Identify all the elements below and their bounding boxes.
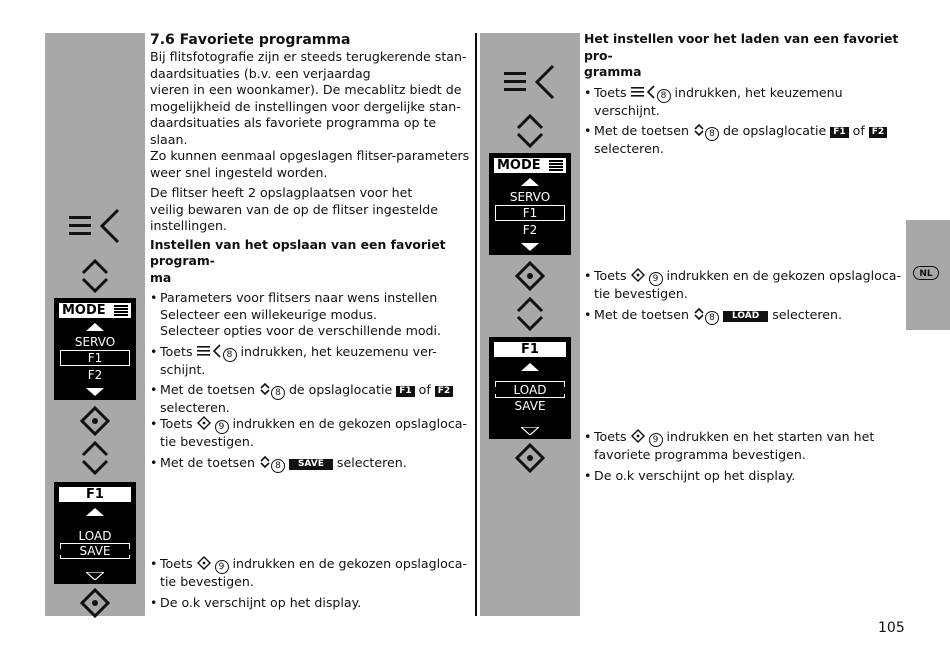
triangle-down-icon bbox=[86, 388, 104, 396]
right-text-column-bottom bbox=[584, 429, 902, 484]
key-8-badge: 8 bbox=[705, 311, 719, 325]
triangle-down-icon bbox=[521, 427, 539, 435]
bullet: • bbox=[150, 454, 158, 470]
list-item: • De o.k verschijnt op het display. bbox=[584, 467, 796, 483]
bullet: • bbox=[150, 343, 158, 359]
key-8-badge: 8 bbox=[223, 348, 237, 362]
triangle-up-icon bbox=[86, 323, 104, 331]
bullet: • bbox=[584, 429, 592, 444]
right-heading: gramma bbox=[584, 64, 642, 79]
bullet: • bbox=[150, 382, 158, 397]
select-diamond-icon bbox=[80, 406, 110, 436]
triangle-down-icon bbox=[86, 572, 104, 580]
up-down-icon bbox=[515, 296, 545, 332]
up-down-icon bbox=[259, 382, 271, 396]
select-diamond-icon bbox=[631, 268, 645, 282]
f2-pill: F2 bbox=[435, 386, 453, 397]
select-diamond-icon bbox=[515, 443, 545, 473]
list-item: • De o.k verschijnt op het display. bbox=[150, 594, 362, 610]
bullet: • bbox=[584, 268, 592, 283]
f2-pill: F2 bbox=[869, 127, 887, 138]
list-item: • Toets 9 indrukken en de gekozen opslagloca- tie bevestigen. bbox=[584, 268, 902, 301]
up-down-icon bbox=[259, 455, 271, 469]
list-item: • Toets 9 indrukken en het starten van het favoriete programma bevestigen. bbox=[584, 429, 875, 462]
right-text-column-middle bbox=[584, 268, 902, 325]
up-down-icon bbox=[515, 113, 545, 149]
intro-line: mogelijkheid de instellingen voor dergelijke stan- bbox=[150, 98, 461, 114]
menu-back-icon bbox=[197, 344, 223, 358]
lcd-mode-header: MODE bbox=[59, 303, 131, 318]
column-divider bbox=[475, 33, 477, 616]
intro-line: Bij flitsfotografie zijn er steeds terugkerende stan- bbox=[150, 49, 467, 64]
intro-line: vieren in een woonkamer). De mecablitz biedt de bbox=[150, 82, 462, 97]
lcd-item-f2: F2 bbox=[522, 223, 538, 237]
lcd-mode-screen bbox=[489, 153, 571, 255]
subheading: Instellen van het opslaan van een favoriet program- bbox=[150, 236, 446, 268]
list-item: • Met de toetsen 8 de opslaglocatie F1 of F2 selecteren. bbox=[584, 123, 902, 158]
right-heading: Het instellen voor het laden van een favoriet pro- bbox=[584, 31, 899, 63]
intro-line: daardsituaties als favoriete programma op te slaan. bbox=[150, 115, 437, 147]
up-down-icon bbox=[80, 258, 110, 294]
lcd-item-servo: SERVO bbox=[509, 190, 551, 204]
up-down-icon bbox=[693, 123, 705, 137]
intro-line: weer snel ingesteld worden. bbox=[150, 164, 328, 180]
list-item: • Toets 8 indrukken, het keuzemenu ver- schijnt. bbox=[150, 343, 437, 377]
key-8-badge: 8 bbox=[271, 459, 285, 473]
list-item: • Met de toetsen 8 de opslaglocatie F1 of F2 selecteren. bbox=[150, 382, 470, 417]
select-diamond-icon bbox=[80, 588, 110, 618]
intro2-line: veilig bewaren van de op de flitser ingestelde bbox=[150, 201, 439, 217]
lcd-item-f1: F1 bbox=[522, 206, 538, 220]
triangle-down-icon bbox=[521, 243, 539, 251]
key-9-badge: 9 bbox=[215, 420, 229, 434]
select-diamond-icon bbox=[197, 556, 211, 570]
left-text-column bbox=[150, 31, 470, 417]
up-down-icon bbox=[80, 440, 110, 476]
language-badge: NL bbox=[913, 266, 939, 280]
left-text-column-bottom bbox=[150, 556, 470, 611]
key-9-badge: 9 bbox=[215, 560, 229, 574]
lcd-f1-header: F1 bbox=[59, 487, 131, 502]
key-9-badge: 9 bbox=[649, 433, 663, 447]
load-pill: LOAD bbox=[723, 311, 768, 322]
bullet: • bbox=[150, 594, 158, 610]
list-item: • Toets 8 indrukken, het keuzemenu verschijnt. bbox=[584, 84, 843, 118]
select-diamond-icon bbox=[631, 429, 645, 443]
menu-back-icon bbox=[68, 208, 122, 244]
lcd-item-save: SAVE bbox=[79, 544, 111, 558]
save-pill: SAVE bbox=[289, 459, 333, 470]
lcd-f1-screen bbox=[489, 337, 571, 439]
select-diamond-icon bbox=[197, 416, 211, 430]
key-8-badge: 8 bbox=[657, 89, 671, 103]
triangle-up-icon bbox=[86, 508, 104, 516]
lcd-item-f1: F1 bbox=[87, 351, 103, 365]
subheading: ma bbox=[150, 269, 172, 285]
triangle-up-icon bbox=[521, 363, 539, 371]
list-item: • Met de toetsen 8 SAVE selecteren. bbox=[150, 454, 407, 471]
f1-pill: F1 bbox=[830, 127, 848, 138]
bullet: • bbox=[584, 84, 592, 100]
lcd-item-f2: F2 bbox=[87, 368, 103, 382]
select-diamond-icon bbox=[515, 261, 545, 291]
menu-back-icon bbox=[503, 64, 557, 100]
key-9-badge: 9 bbox=[649, 272, 663, 286]
list-item: • Parameters voor flitsers naar wens instellen Selecteer een willekeurige modus. Selecteer opties voor de verschillende modi. bbox=[150, 290, 442, 338]
list-item: • Met de toetsen 8 LOAD selecteren. bbox=[584, 306, 843, 323]
key-8-badge: 8 bbox=[271, 386, 285, 400]
lcd-item-servo: SERVO bbox=[74, 335, 116, 349]
section-title: 7.6 Favoriete programma bbox=[150, 32, 351, 48]
lcd-item-load: LOAD bbox=[78, 529, 112, 543]
list-item: • Toets 9 indrukken en de gekozen opslagloca- tie bevestigen. bbox=[150, 416, 468, 449]
lcd-item-load: LOAD bbox=[513, 383, 547, 397]
right-text-column bbox=[584, 31, 902, 158]
f1-pill: F1 bbox=[396, 386, 414, 397]
intro2-line: instellingen. bbox=[150, 218, 227, 233]
list-icon bbox=[549, 160, 563, 171]
lcd-mode-screen bbox=[54, 298, 136, 400]
triangle-up-icon bbox=[521, 178, 539, 186]
page-number: 105 bbox=[878, 620, 905, 636]
bullet: • bbox=[584, 123, 592, 138]
bullet: • bbox=[150, 556, 158, 571]
intro-line: daardsituaties (b.v. een verjaardag bbox=[150, 65, 371, 81]
up-down-icon bbox=[693, 307, 705, 321]
lcd-f1-screen bbox=[54, 482, 136, 584]
bullet: • bbox=[150, 416, 158, 431]
bullet: • bbox=[150, 290, 158, 305]
key-8-badge: 8 bbox=[705, 127, 719, 141]
lcd-mode-header: MODE bbox=[494, 158, 566, 173]
bullet: • bbox=[584, 306, 592, 322]
list-icon bbox=[114, 305, 128, 316]
bullet: • bbox=[584, 467, 592, 483]
list-item: • Toets 9 indrukken en de gekozen opslagloca- tie bevestigen. bbox=[150, 556, 468, 589]
left-text-column-lower bbox=[150, 416, 470, 473]
lcd-f1-header: F1 bbox=[494, 342, 566, 357]
menu-back-icon bbox=[631, 85, 657, 99]
intro-line: Zo kunnen eenmaal opgeslagen flitser-parameters bbox=[150, 148, 470, 163]
intro2-line: De flitser heeft 2 opslagplaatsen voor het bbox=[150, 185, 413, 200]
lcd-item-save: SAVE bbox=[514, 399, 546, 413]
